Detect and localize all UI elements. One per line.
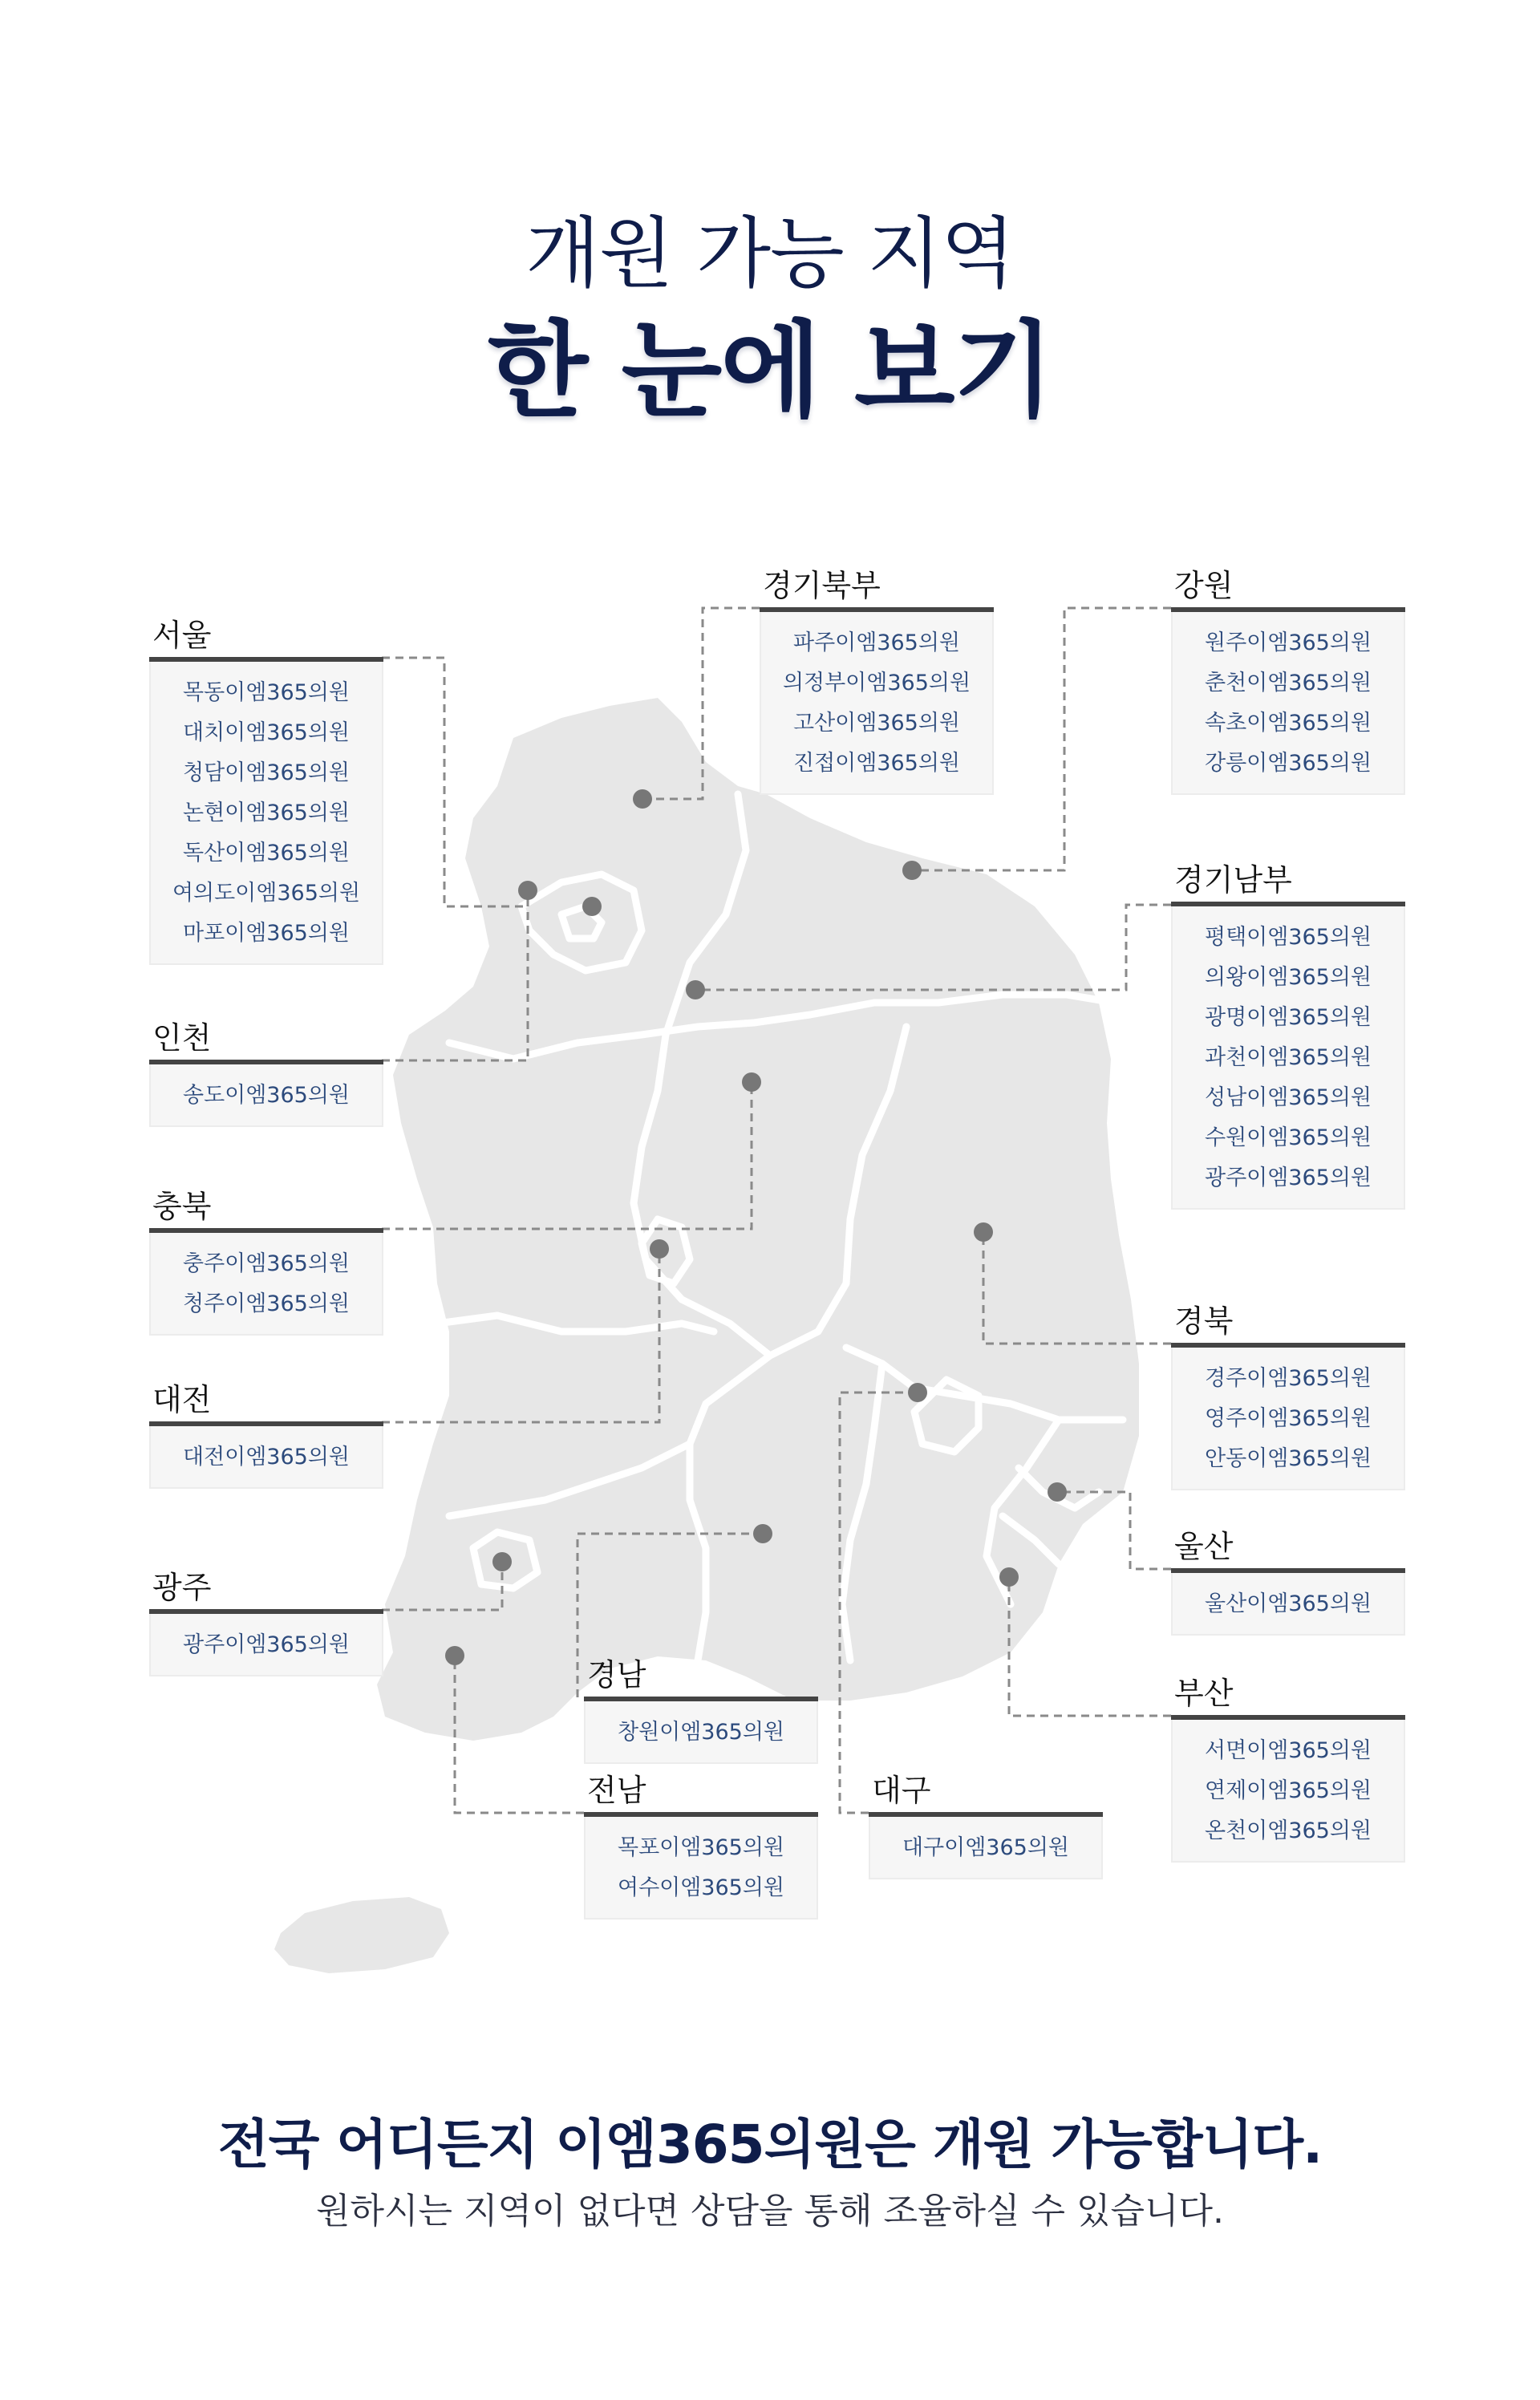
marker-gangwon — [902, 861, 922, 880]
clinic-list — [869, 1817, 1103, 1879]
marker-gyeongbuk — [974, 1222, 993, 1242]
region-name: 인천 — [149, 1016, 383, 1064]
region-box — [760, 564, 994, 795]
marker-daejeon — [650, 1239, 669, 1259]
clinic-item: 안동이엠365의원 — [1204, 1446, 1372, 1471]
clinic-item: 마포이엠365의원 — [182, 921, 351, 946]
region-box — [1171, 1525, 1405, 1636]
region-name: 광주 — [149, 1566, 383, 1614]
clinic-item: 춘천이엠365의원 — [1204, 671, 1372, 695]
clinic-item: 여수이엠365의원 — [617, 1875, 785, 1900]
clinic-list — [1171, 1720, 1405, 1863]
marker-seoul — [582, 897, 602, 916]
clinic-item: 과천이엠365의원 — [1204, 1045, 1372, 1070]
clinic-item: 경주이엠365의원 — [1204, 1366, 1372, 1391]
clinic-item: 광주이엠365의원 — [1204, 1166, 1372, 1190]
region-name: 울산 — [1171, 1525, 1405, 1573]
region-box — [149, 614, 383, 965]
footer-subtext: 원하시는 지역이 없다면 상담을 통해 조율하실 수 있습니다. — [316, 2191, 1224, 2232]
footer-headline: 전국 어디든지 이엠365의원은 개원 가능합니다. — [217, 2114, 1323, 2175]
clinic-list — [149, 1426, 383, 1489]
clinic-item: 청담이엠365의원 — [182, 760, 351, 785]
region-box — [869, 1769, 1103, 1879]
clinic-item: 충주이엠365의원 — [182, 1251, 351, 1276]
clinic-item: 청주이엠365의원 — [182, 1291, 351, 1316]
region-name: 경기북부 — [760, 564, 994, 612]
region-name: 전남 — [584, 1769, 818, 1817]
clinic-item: 독산이엠365의원 — [182, 841, 351, 866]
region-box — [1171, 1672, 1405, 1863]
clinic-list — [1171, 612, 1405, 795]
clinic-list — [1171, 906, 1405, 1210]
region-name: 부산 — [1171, 1672, 1405, 1720]
clinic-item: 평택이엠365의원 — [1204, 925, 1372, 950]
marker-gyeonggi-north — [633, 789, 652, 809]
marker-jeonnam — [445, 1646, 464, 1665]
clinic-item: 논현이엠365의원 — [182, 801, 351, 825]
clinic-item: 송도이엠365의원 — [182, 1083, 351, 1108]
region-name: 대전 — [149, 1378, 383, 1426]
marker-busan — [999, 1567, 1019, 1587]
clinic-item: 연제이엠365의원 — [1204, 1778, 1372, 1803]
marker-gyeongnam — [753, 1524, 772, 1543]
clinic-item: 온천이엠365의원 — [1204, 1818, 1372, 1843]
clinic-list — [1171, 1348, 1405, 1490]
clinic-item: 목동이엠365의원 — [182, 680, 351, 705]
clinic-item: 창원이엠365의원 — [617, 1720, 785, 1745]
clinic-item: 의정부이엠365의원 — [782, 671, 971, 695]
marker-gyeonggi-south — [686, 980, 705, 999]
region-name: 충북 — [149, 1185, 383, 1233]
marker-incheon — [518, 881, 537, 900]
clinic-list — [149, 1233, 383, 1336]
region-box — [1171, 1299, 1405, 1490]
region-box — [1171, 564, 1405, 795]
region-name: 경북 — [1171, 1299, 1405, 1348]
clinic-list — [760, 612, 994, 795]
region-name: 경기남부 — [1171, 858, 1405, 906]
clinic-item: 고산이엠365의원 — [792, 711, 961, 736]
marker-ulsan — [1048, 1482, 1067, 1502]
region-box — [149, 1378, 383, 1489]
marker-chungbuk — [742, 1072, 761, 1092]
clinic-item: 영주이엠365의원 — [1204, 1406, 1372, 1431]
clinic-item: 의왕이엠365의원 — [1204, 965, 1372, 990]
region-box — [149, 1016, 383, 1127]
region-box — [149, 1185, 383, 1336]
clinic-item: 수원이엠365의원 — [1204, 1125, 1372, 1150]
region-name: 경남 — [584, 1653, 818, 1701]
clinic-list — [149, 1614, 383, 1676]
clinic-item: 울산이엠365의원 — [1204, 1591, 1372, 1616]
clinic-item: 서면이엠365의원 — [1204, 1738, 1372, 1763]
clinic-list — [584, 1701, 818, 1764]
region-box — [584, 1653, 818, 1764]
clinic-item: 목포이엠365의원 — [617, 1835, 785, 1860]
clinic-item: 대전이엠365의원 — [182, 1445, 351, 1470]
marker-gwangju — [492, 1552, 512, 1571]
marker-daegu — [908, 1383, 927, 1402]
clinic-item: 진접이엠365의원 — [792, 751, 961, 776]
clinic-item: 대치이엠365의원 — [182, 720, 351, 745]
clinic-item: 강릉이엠365의원 — [1204, 751, 1372, 776]
region-box — [149, 1566, 383, 1676]
page-title: 한 눈에 보기 — [487, 310, 1053, 432]
region-name: 대구 — [869, 1769, 1103, 1817]
clinic-item: 광명이엠365의원 — [1204, 1005, 1372, 1030]
clinic-list — [584, 1817, 818, 1920]
region-box — [1171, 858, 1405, 1210]
clinic-item: 대구이엠365의원 — [902, 1835, 1070, 1860]
clinic-item: 광주이엠365의원 — [182, 1632, 351, 1657]
clinic-item: 속초이엠365의원 — [1204, 711, 1372, 736]
jeju-island — [274, 1897, 449, 1973]
page-subtitle: 개원 가능 지역 — [525, 209, 1015, 298]
clinic-item: 성남이엠365의원 — [1204, 1085, 1372, 1110]
clinic-list — [149, 1064, 383, 1127]
region-name: 서울 — [149, 614, 383, 662]
clinic-item: 원주이엠365의원 — [1204, 630, 1372, 655]
clinic-item: 파주이엠365의원 — [792, 630, 961, 655]
clinic-list — [1171, 1573, 1405, 1636]
region-name: 강원 — [1171, 564, 1405, 612]
region-box — [584, 1769, 818, 1920]
clinic-item: 여의도이엠365의원 — [172, 881, 361, 906]
clinic-list — [149, 662, 383, 965]
